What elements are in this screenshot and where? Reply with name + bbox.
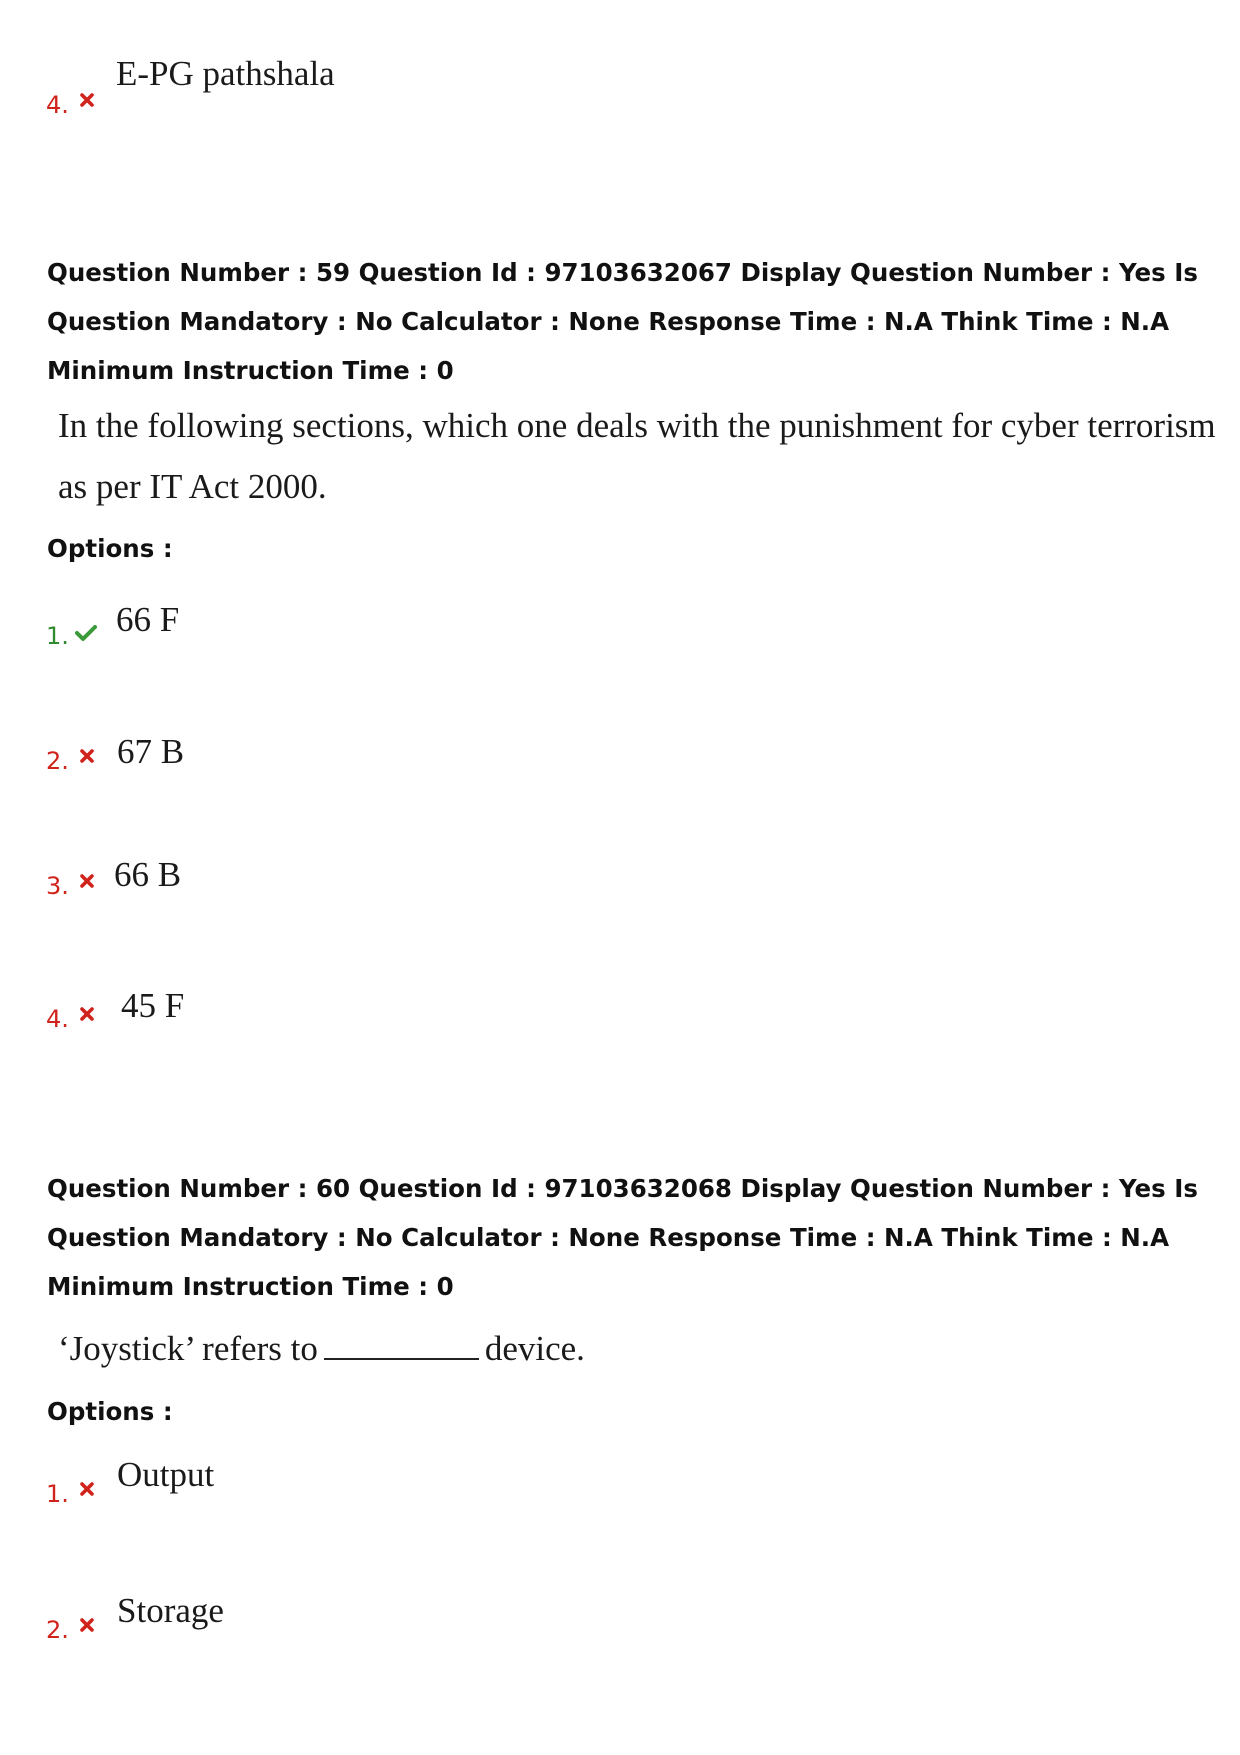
option-text: 66 B [114, 855, 182, 894]
cross-mark-icon [79, 1617, 95, 1633]
option-text: 45 F [121, 986, 185, 1025]
option-number: 3. [46, 872, 69, 900]
options-label: Options : [47, 534, 173, 563]
check-mark-icon [75, 624, 97, 642]
cross-mark-icon [79, 748, 95, 764]
fill-in-blank [324, 1328, 479, 1360]
cross-mark-icon [79, 92, 95, 108]
option-text: 66 F [116, 600, 180, 639]
option-number: 1. [46, 622, 69, 650]
cross-mark-icon [79, 873, 95, 889]
option-text: Output [117, 1455, 215, 1494]
option-number: 2. [46, 1616, 69, 1644]
question-stem-line-2: as per IT Act 2000. [58, 467, 327, 506]
question-metadata: Question Number : 60 Question Id : 97103632068 Display Question Number : Yes Is Question Mandatory : No Calculator : None Response Time : N.A Think Time : N.A Minimum Instruction Time : 0 [47, 1174, 1198, 1301]
question-stem-after-blank: device. [484, 1329, 585, 1368]
options-label: Options : [47, 1397, 173, 1426]
question-metadata: Question Number : 59 Question Id : 97103632067 Display Question Number : Yes Is Question Mandatory : No Calculator : None Response Time : N.A Think Time : N.A Minimum Instruction Time : 0 [47, 258, 1198, 385]
question-stem [58, 1328, 585, 1366]
cross-mark-icon [79, 1006, 95, 1022]
option-number: 1. [46, 1480, 69, 1508]
question-stem-line-1: In the following sections, which one deals with the punishment for cyber terrorism [58, 406, 1216, 445]
option-number: 4. [46, 91, 69, 119]
option-text: 67 B [117, 732, 185, 771]
option-text: Storage [117, 1591, 224, 1630]
question-stem-before-blank: ‘Joystick’ refers to [58, 1329, 318, 1368]
option-number: 4. [46, 1005, 69, 1033]
option-text: E-PG pathshala [116, 54, 335, 93]
cross-mark-icon [79, 1481, 95, 1497]
option-number: 2. [46, 747, 69, 775]
